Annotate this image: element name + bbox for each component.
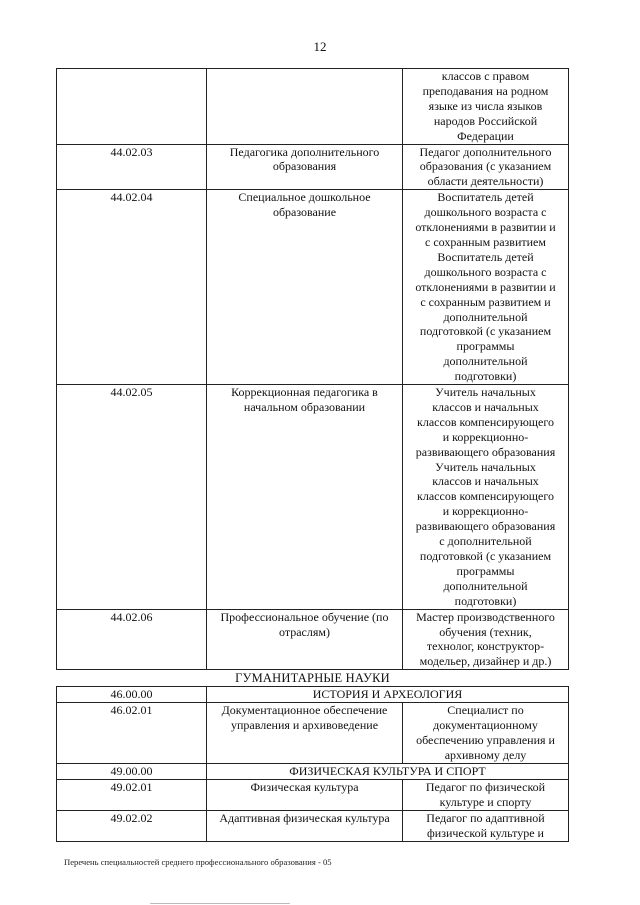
- subgroup-code: 46.00.00: [57, 687, 207, 703]
- table-row: [57, 144, 569, 190]
- specialty-code: 44.02.04: [57, 190, 207, 385]
- specialty-name: Педагогика дополнительного образования: [207, 144, 403, 190]
- table-row: [57, 69, 569, 145]
- specialties-table: [56, 68, 569, 842]
- specialty-code: 49.02.02: [57, 810, 207, 841]
- table-row: [57, 190, 569, 385]
- group-header: [57, 670, 569, 687]
- scan-edge-line: [150, 903, 290, 904]
- specialty-code: 49.02.01: [57, 779, 207, 810]
- specialty-code: 44.02.03: [57, 144, 207, 190]
- page-number: 12: [313, 39, 327, 54]
- group-header-row: [57, 670, 569, 687]
- table-row: [57, 385, 569, 610]
- qualification: Педагог по адаптивной физической культуре и: [403, 810, 569, 841]
- table-row: [57, 779, 569, 810]
- table-row: [57, 810, 569, 841]
- qualification: Воспитатель детей дошкольного возраста с отклонениями в развитии и с сохранным развитием Воспитатель детей дошкольного возраста с отклонениями в развитии и с сохранным развитием и дополнительной подготовкой (с указанием программы дополнительной подготовки): [403, 190, 569, 385]
- group-title: ГУМАНИТАРНЫЕ НАУКИ: [235, 671, 390, 686]
- specialty-code: [57, 69, 207, 145]
- subgroup-row: [57, 763, 569, 779]
- specialty-name: Физическая культура: [207, 779, 403, 810]
- qualification: Педагог дополнительного образования (с указанием области деятельности): [403, 144, 569, 190]
- page-footer: Перечень специальностей среднего профессионального образования - 05: [64, 857, 332, 867]
- specialty-name: Специальное дошкольное образование: [207, 190, 403, 385]
- table-row: [57, 609, 569, 670]
- specialty-name: Профессиональное обучение (по отраслям): [207, 609, 403, 670]
- subgroup-row: [57, 687, 569, 703]
- specialty-code: 44.02.05: [57, 385, 207, 610]
- table-row: [57, 703, 569, 764]
- specialty-code: 44.02.06: [57, 609, 207, 670]
- specialty-name: Коррекционная педагогика в начальном образовании: [207, 385, 403, 610]
- specialty-name: [207, 69, 403, 145]
- subgroup-title: ФИЗИЧЕСКАЯ КУЛЬТУРА И СПОРТ: [207, 763, 569, 779]
- subgroup-title: ИСТОРИЯ И АРХЕОЛОГИЯ: [207, 687, 569, 703]
- specialty-name: Адаптивная физическая культура: [207, 810, 403, 841]
- specialty-code: 46.02.01: [57, 703, 207, 764]
- subgroup-code: 49.00.00: [57, 763, 207, 779]
- qualification: классов с правом преподавания на родном языке из числа языков народов Российской Федерации: [403, 69, 569, 145]
- qualification: Мастер производственного обучения (техник, технолог, конструктор- модельер, дизайнер и др.): [403, 609, 569, 670]
- qualification: Педагог по физической культуре и спорту: [403, 779, 569, 810]
- qualification: Специалист по документационному обеспечению управления и архивному делу: [403, 703, 569, 764]
- specialty-name: Документационное обеспечение управления и архивоведение: [207, 703, 403, 764]
- qualification: Учитель начальных классов и начальных классов компенсирующего и коррекционно- развивающего образования Учитель начальных классов и начальных классов компенсирующего и коррекционно- развивающего образования с дополнительной подготовкой (с указанием программы дополнительной подготовки): [403, 385, 569, 610]
